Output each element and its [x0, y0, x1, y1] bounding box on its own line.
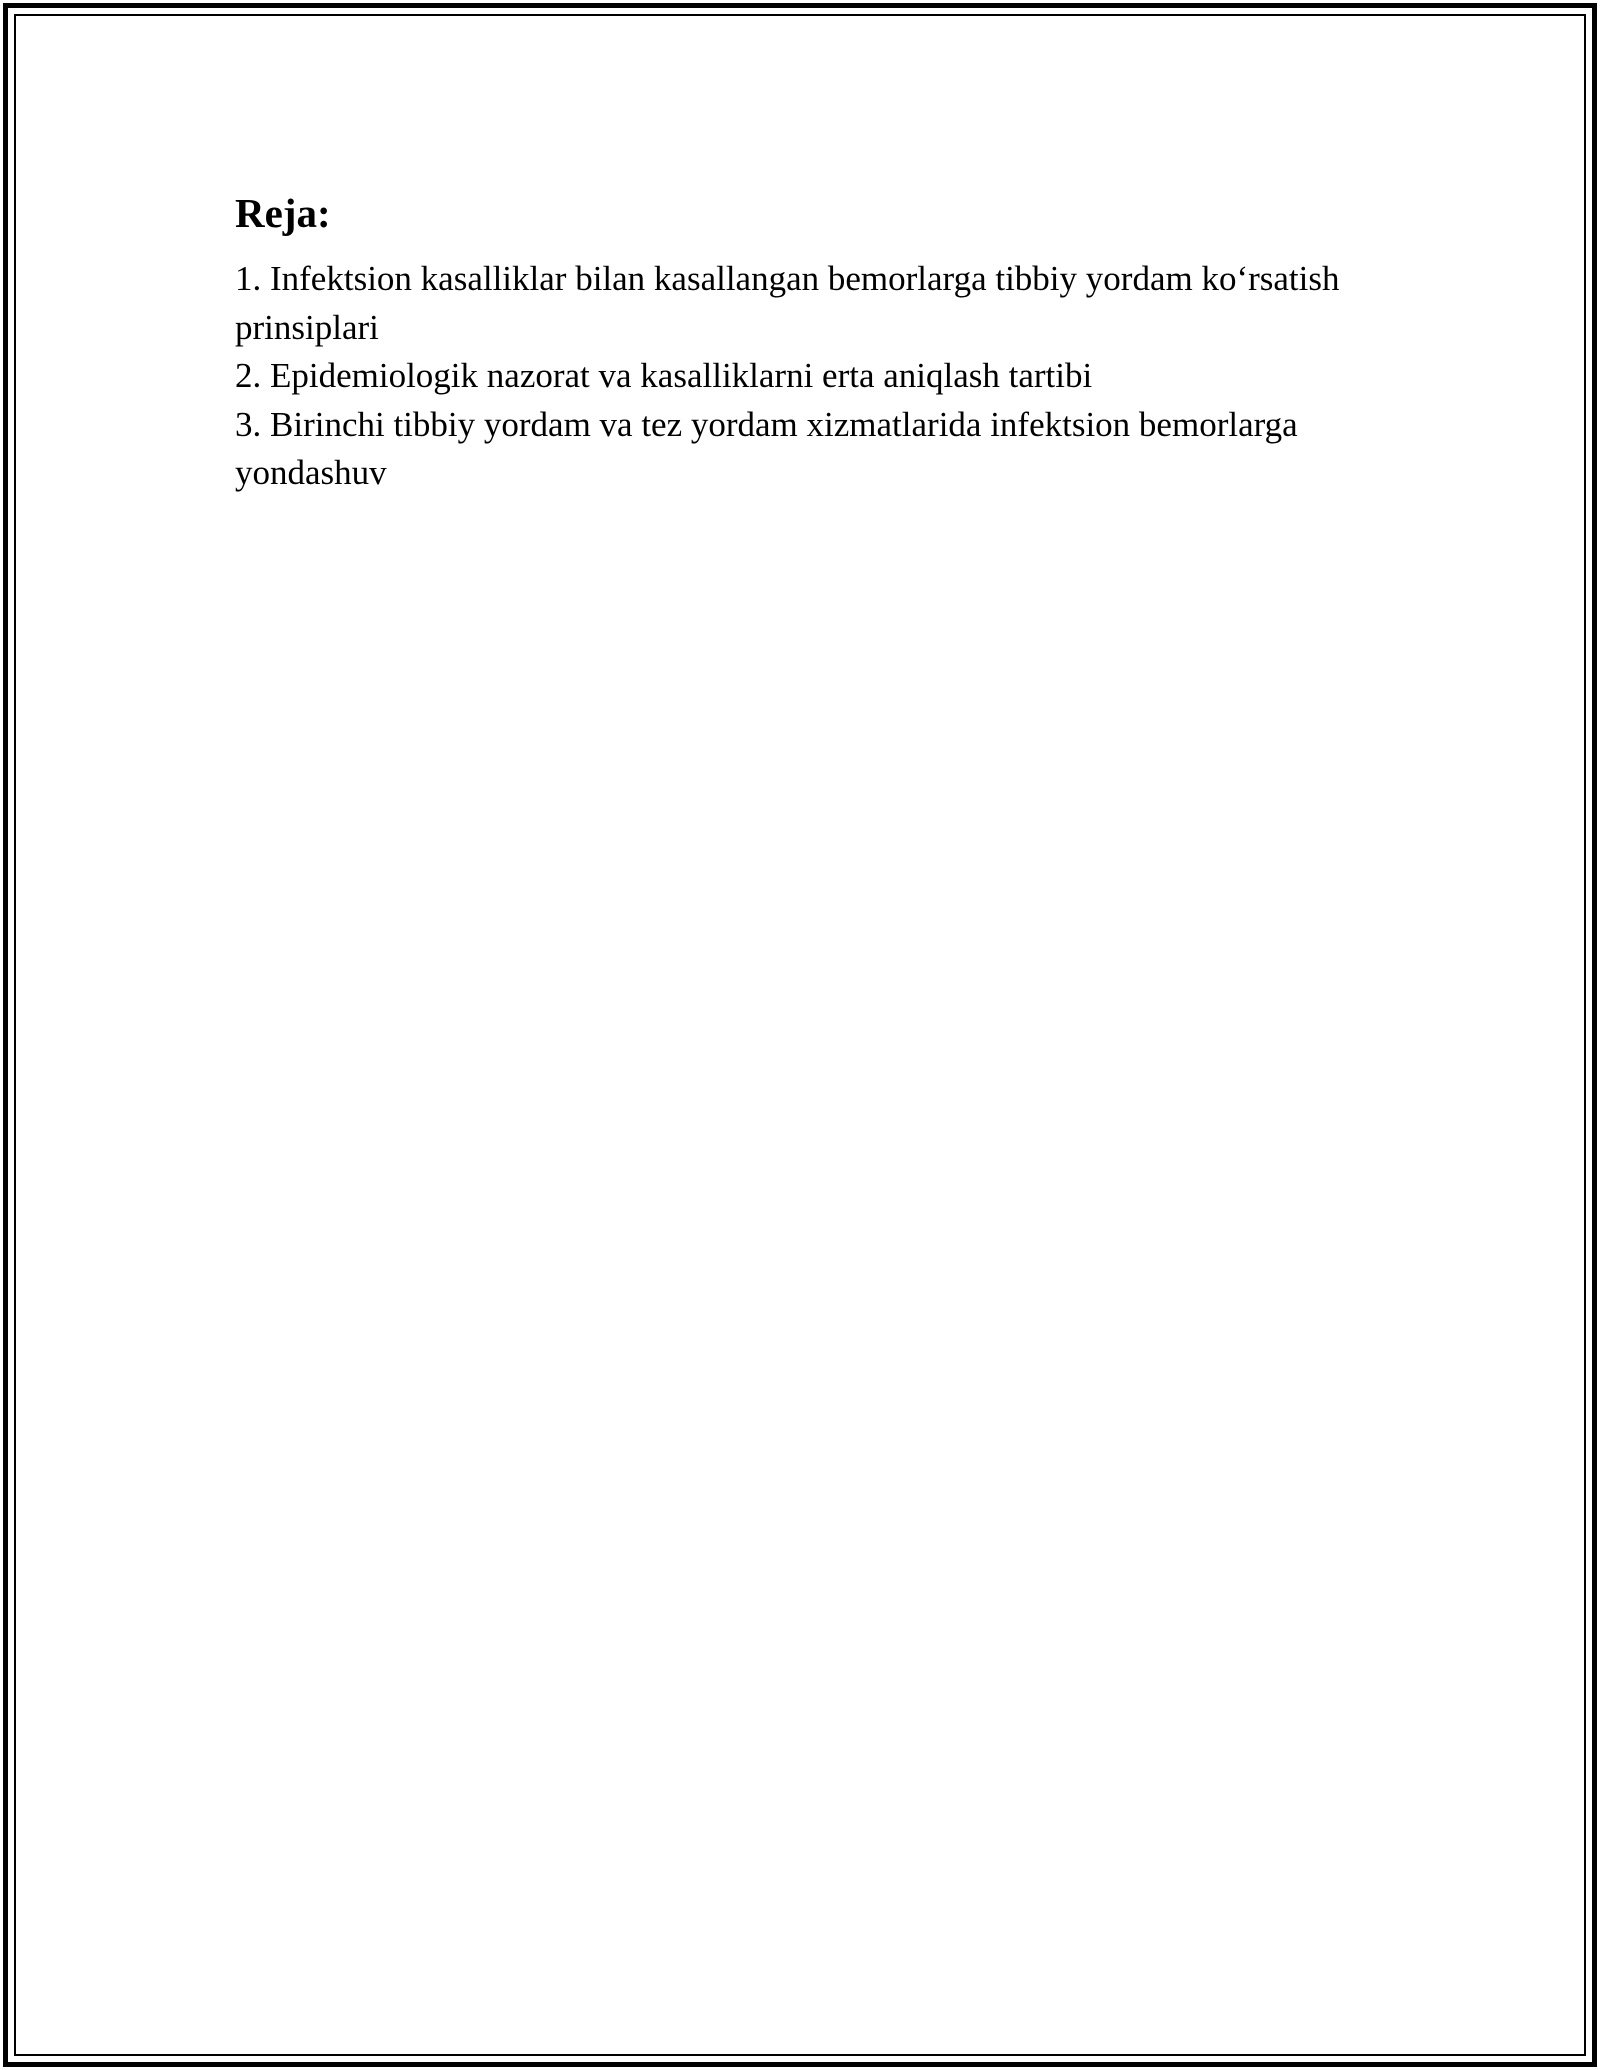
plan-item-2: 2. Epidemiologik nazorat va kasalliklarni erta aniqlash tartibi [235, 356, 1093, 395]
plan-item-3: 3. Birinchi tibbiy yordam va tez yordam xizmatlarida infektsion bemorlarga yondashuv [235, 404, 1298, 492]
plan-list [235, 255, 1365, 498]
plan-item-1: 1. Infektsion kasalliklar bilan kasallangan bemorlarga tibbiy yordam ko‘rsatish prinsiplari [235, 259, 1340, 347]
plan-title: Reja: [235, 190, 331, 236]
page-content [235, 185, 1365, 498]
